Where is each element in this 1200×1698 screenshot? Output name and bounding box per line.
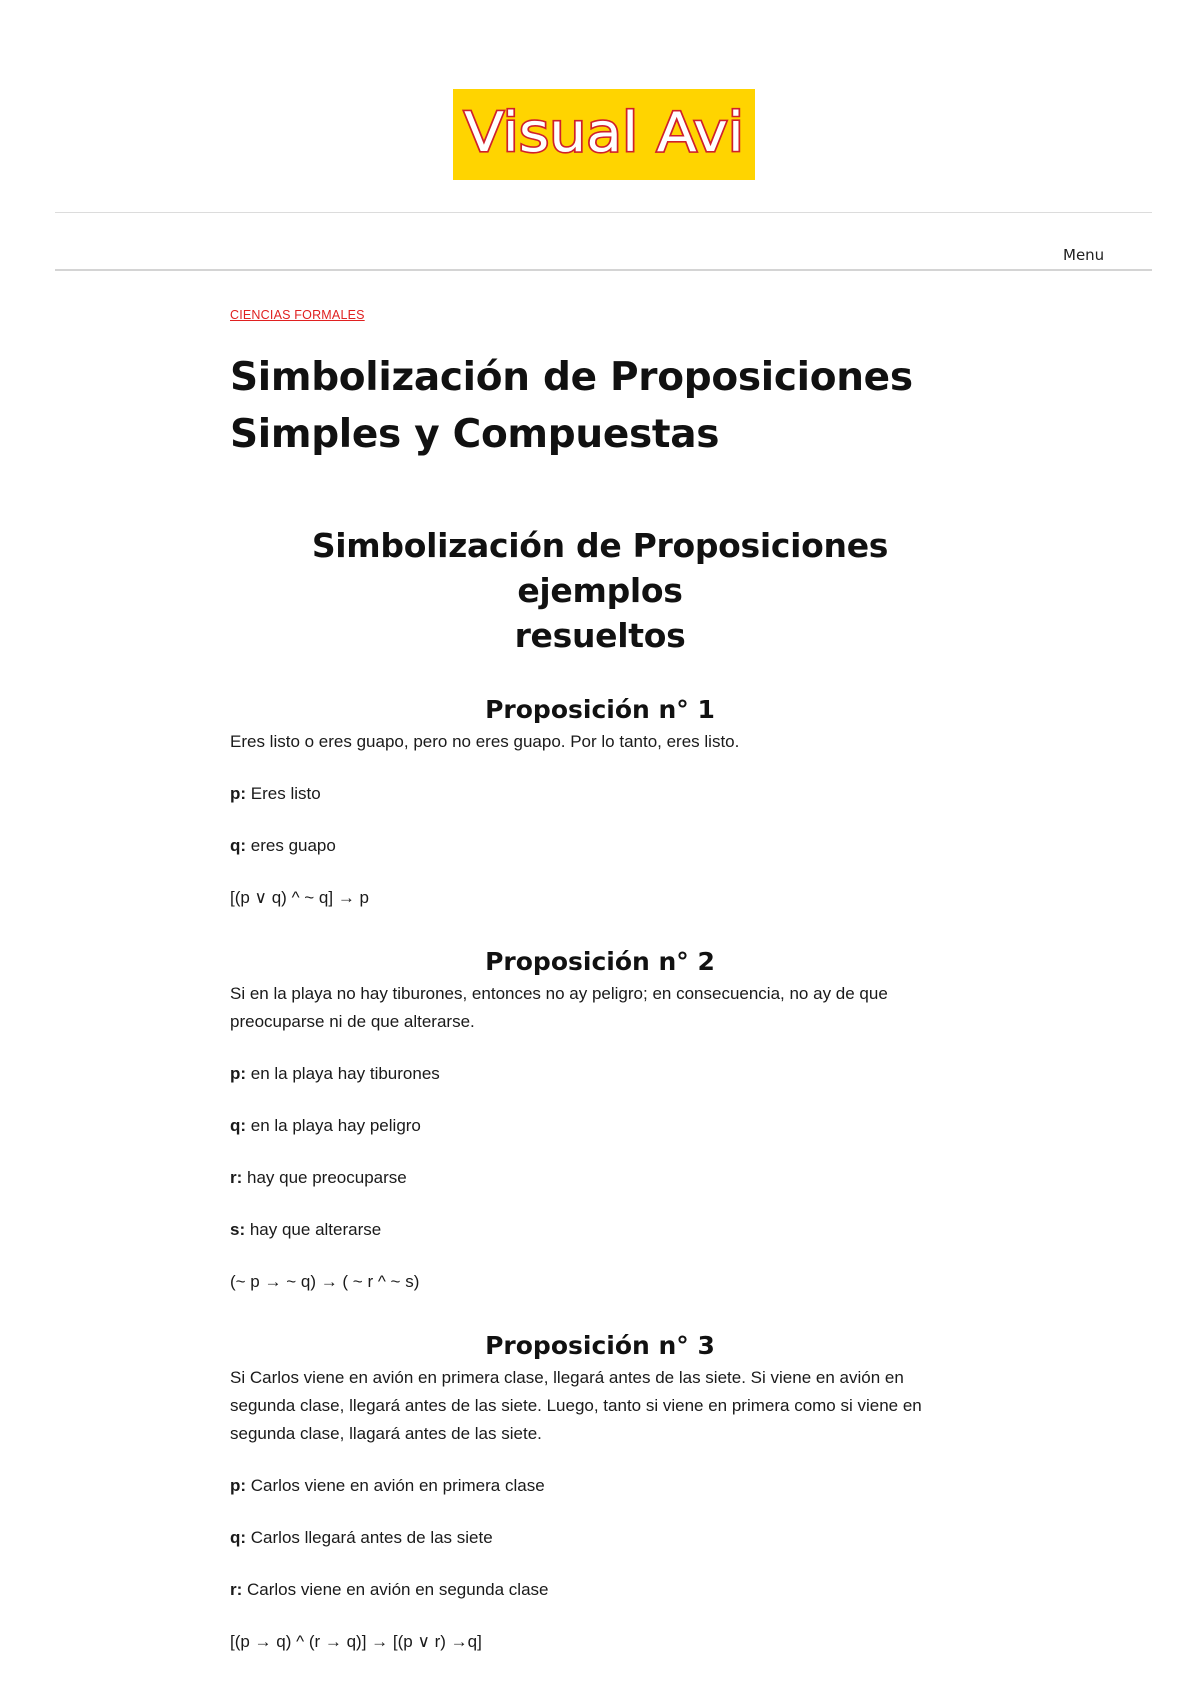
page-title-line1: Simbolización de Proposiciones (230, 355, 913, 400)
proposition-1-def-p (230, 780, 970, 808)
proposition-2-statement (230, 980, 970, 1036)
proposition-2-def-s (230, 1216, 970, 1244)
site-logo[interactable] (453, 89, 755, 180)
def-var: s: (230, 1220, 246, 1239)
def-var: q: (230, 836, 247, 855)
section-heading-line2: resueltos (514, 616, 686, 655)
page-title (230, 349, 970, 463)
def-text: en la playa hay tiburones (246, 1064, 440, 1083)
proposition-2-def-p (230, 1060, 970, 1088)
logo-text: Visual Avi (464, 101, 744, 164)
logo-graphic (453, 89, 755, 180)
proposition-2-symbolization: (~ p → ~ q) → ( ~ r ^ ~ s) (230, 1272, 420, 1291)
def-var: r: (230, 1168, 243, 1187)
proposition-2-def-r (230, 1164, 970, 1192)
statement-line: segunda clase, llagará antes de las siete. (230, 1424, 542, 1443)
statement-line: segunda clase, llegará antes de las siete. Luego, tanto si viene en primera como si viene en (230, 1396, 922, 1415)
proposition-1-symbolization: [(p ∨ q) ^ ~ q] → p (230, 888, 369, 907)
def-var: p: (230, 1064, 247, 1083)
def-var: p: (230, 784, 247, 803)
proposition-3-statement (230, 1364, 970, 1448)
section-heading-line1: Simbolización de Proposiciones ejemplos (311, 526, 889, 610)
statement-line: Si Carlos viene en avión en primera clase, llegará antes de las siete. Si viene en avión en (230, 1368, 904, 1387)
def-var: q: (230, 1528, 247, 1547)
def-text: Carlos viene en avión en segunda clase (242, 1580, 549, 1599)
proposition-1-def-q (230, 832, 970, 860)
header-divider-bottom (55, 269, 1152, 271)
def-text: Carlos llegará antes de las siete (246, 1528, 493, 1547)
proposition-3-heading: Proposición n° 3 (485, 1331, 715, 1360)
def-text: Carlos viene en avión en primera clase (246, 1476, 545, 1495)
proposition-3-def-p (230, 1472, 970, 1500)
page-title-line2: Simples y Compuestas (230, 412, 720, 457)
def-text: Eres listo (246, 784, 321, 803)
def-text: en la playa hay peligro (246, 1116, 421, 1135)
statement-line: Si en la playa no hay tiburones, entonces no ay peligro; en consecuencia, no ay de que (230, 984, 888, 1003)
section-heading (230, 523, 970, 658)
def-text: eres guapo (246, 836, 336, 855)
statement-line: preocuparse ni de que alterarse. (230, 1012, 475, 1031)
header-divider-top (55, 212, 1152, 213)
menu-button[interactable]: Menu (1063, 246, 1105, 264)
article-content (230, 304, 970, 1656)
def-var: q: (230, 1116, 247, 1135)
proposition-3-def-r (230, 1576, 970, 1604)
def-var: r: (230, 1580, 243, 1599)
def-var: p: (230, 1476, 247, 1495)
def-text: hay que preocuparse (242, 1168, 407, 1187)
def-text: hay que alterarse (245, 1220, 382, 1239)
proposition-1-statement: Eres listo o eres guapo, pero no eres guapo. Por lo tanto, eres listo. (230, 732, 740, 751)
proposition-3-def-q (230, 1524, 970, 1552)
proposition-3-symbolization: [(p → q) ^ (r → q)] → [(p ∨ r) →q] (230, 1632, 482, 1651)
proposition-2-def-q (230, 1112, 970, 1140)
category-link[interactable]: CIENCIAS FORMALES (230, 308, 365, 322)
proposition-1-heading: Proposición n° 1 (485, 695, 715, 724)
proposition-2-heading: Proposición n° 2 (485, 947, 715, 976)
